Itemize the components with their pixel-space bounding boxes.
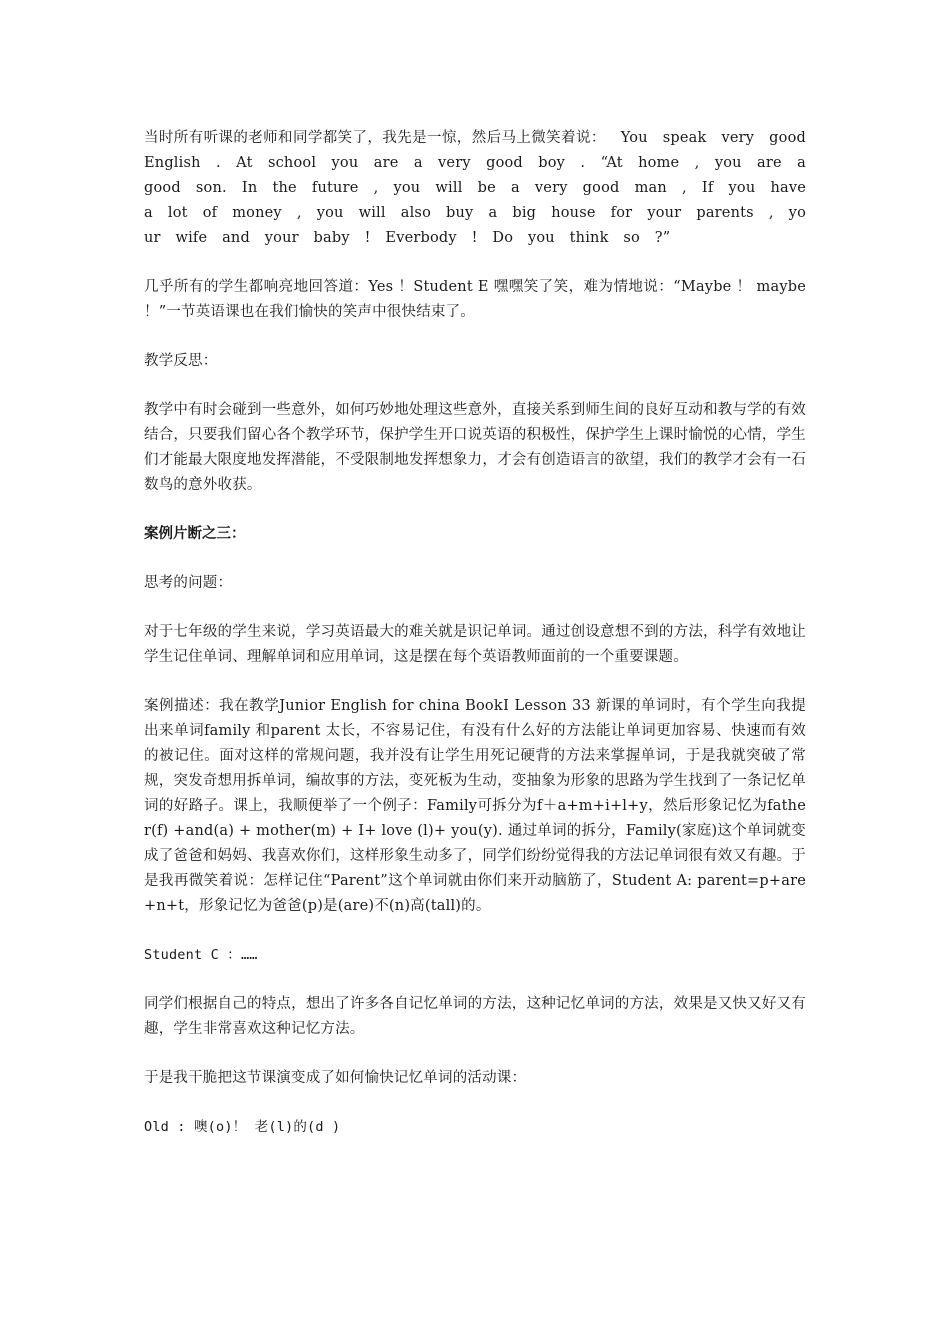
paragraph-activity: 于是我干脆把这节课演变成了如何愉快记忆单词的活动课： xyxy=(144,1070,527,1086)
paragraph-methods: 同学们根据自己的特点，想出了许多各自记忆单词的方法，这种记忆单词的方法，效果是又快又好又有趣，学生非常喜欢这种记忆方法。 xyxy=(144,996,806,1037)
document-body xyxy=(144,126,806,1164)
paragraph-dialogue: 当时所有听课的老师和同学都笑了，我先是一惊，然后马上微笑着说： You speak very good English . At school you are a very good boy . “At home , you are a good son. In the future , you will be a very good man , If you have a lot of money , you will also buy a big house for your parents , your wife and your baby ! Everbody ! Do you think so ?” xyxy=(144,130,806,246)
paragraph-case-description: 案例描述：我在教学Junior English for china BookⅠ Lesson 33 新课的单词时，有个学生向我提出来单词family 和parent 太长，不容易记住，有没有什么好的方法能让单词更加容易、快速而有效的被记住。面对这样的常规问题，我并没有让学生用死记硬背的方法来掌握单词，于是我就突破了常规，突发奇想用拆单词，编故事的方法，变死板为生动，变抽象为形象的思路为学生找到了一条记忆单词的好路子。课上，我顺便举了一个例子：Family可拆分为f＋a+m+i+l+y，然后形象记忆为father(f) +and(a) + mother(m) + I+ love (l)+ you(y). 通过单词的拆分，Family(家庭)这个单词就变成了爸爸和妈妈、我喜欢你们，这样形象生动多了，同学们纷纷觉得我的方法记单词很有效又有趣。于是我再微笑着说：怎样记住“Parent”这个单词就由你们来开动脑筋了，Student A: parent=p+are+n+t，形象记忆为爸爸(p)是(are)不(n)高(tall)的。 xyxy=(144,698,806,914)
paragraph-old-example: Old : 噢(o)！ 老(l)的(d ) xyxy=(144,1119,341,1135)
paragraph-reflection: 教学中有时会碰到一些意外，如何巧妙地处理这些意外，直接关系到师生间的良好互动和教与学的有效结合，只要我们留心各个教学环节，保护学生开口说英语的积极性，保护学生上课时愉悦的心情，学生们才能最大限度地发挥潜能，不受限制地发挥想象力，才会有创造语言的欲望，我们的教学才会有一石数鸟的意外收获。 xyxy=(144,402,806,493)
paragraph-reflection-label: 教学反思： xyxy=(144,353,218,369)
paragraph-question: 对于七年级的学生来说，学习英语最大的难关就是识记单词。通过创设意想不到的方法，科学有效地让学生记住单词、理解单词和应用单词，这是摆在每个英语教师面前的一个重要课题。 xyxy=(144,624,806,665)
section-heading: 案例片断之三： xyxy=(144,526,246,542)
paragraph-question-label: 思考的问题： xyxy=(144,575,233,591)
paragraph-student-c: Student C ：…… xyxy=(144,947,258,963)
paragraph-student-answer: 几乎所有的学生都响亮地回答道：Yes ！Student E 嘿嘿笑了笑，难为情地说：“Maybe ！ maybe ！”一节英语课也在我们愉快的笑声中很快结束了。 xyxy=(144,279,806,320)
